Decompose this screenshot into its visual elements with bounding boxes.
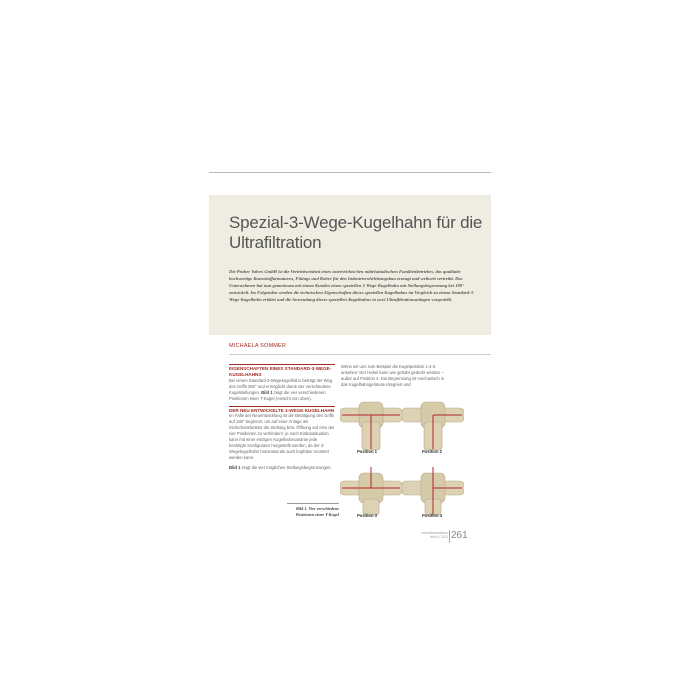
- section-text-1: [229, 378, 335, 402]
- position-label-3: Position 3: [357, 513, 378, 518]
- article-abstract: Die Praher Valves GmbH ist die Vertriebseinheit eines österreichischen mittelständischen Familienbetriebes, das qualitativ hochwertige Kunststoffarmaturen, Fittings und Rohre für den Industrierohrleitungsbau erzeugt und weltweit vertreibt. Das Unternehmen hat nun gemeinsam mit einem Kunden einen speziellen 3-Wege-Kugelhahn mit Stellungsbegrenzung bei 180° entwickelt. Im Folgenden werden die technischen Eigenschaften dieses speziellen Kugelhahns im Vergleich zu einem Standard-3-Wege-Kugelhahn erklärt und die Anwendung dieses speziellen Kugelhahns in zwei Ultrafiltrationsanlagen vorgestellt.: [229, 269, 475, 303]
- journal-issue: Heft 4 / 2011: [429, 535, 448, 539]
- top-rule: [209, 172, 491, 173]
- journal-name: Industriearmaturen: [421, 531, 448, 535]
- section-heading-1: EIGENSCHAFTEN EINES STANDARD-3-WEGE-KUGELHAHNS: [229, 366, 332, 377]
- page-number: 261: [451, 530, 468, 541]
- section-text-2b: zeigt die vier möglichen Stellungsbegrenzungen.: [241, 465, 332, 471]
- valve-position-4: [402, 463, 464, 518]
- valve-position-2: [402, 396, 464, 451]
- section-text-2-cont: [229, 465, 335, 471]
- figure-ref-2: Bild 1: [229, 465, 241, 471]
- section-text-2a: Im Falle der Neuentwicklung ist die Betätigung des Griffs auf 180° begrenzt, um auf einer Anlage als Sicherheitsfunktor die Stellung bzw. Öffnung auf eine der vier Positionen zu verhindern: je nach Einbausituation kann mit einer einzigen Kugelhahnvariante jede benötigte Konfigurator hergestellt werden, da der 3-Wegekugelhahn horizontal als auch kopfüber montiert werden kann.: [229, 413, 335, 461]
- author-rule: [229, 354, 491, 355]
- section-heading-2: DER NEU ENTWICKELTE 3-WEGE-KUGELHAHN: [229, 407, 335, 413]
- journal-footer: [418, 531, 448, 539]
- author-name: MICHAELA SOMMER: [229, 343, 287, 349]
- valve-position-1: [340, 396, 402, 451]
- page-number-rule: [449, 530, 450, 543]
- body-column-1: [229, 364, 335, 475]
- figure-ref-1: Bild 1: [261, 389, 273, 395]
- article-title: Spezial-3-Wege-Kugelhahn für die Ultrafiltration: [229, 213, 483, 252]
- body-column-2: Wenn wir uns zum Beispiel die Kugelposition 1-2-3 ansehen: Der Hebel kann wie gehabt gedreht werden – außer auf Position 4. Die Begrenzung ist mechanisch in das Kugelhahngehäuse integriert und: [341, 364, 445, 387]
- valve-position-3: [340, 463, 402, 518]
- section-text-2: [229, 413, 335, 461]
- figure-caption-text: Bild 1. Vier verschiedene Positionen einer T-Kugel: [295, 505, 339, 517]
- position-label-2: Position 2: [422, 449, 443, 454]
- section-rule: [229, 364, 335, 365]
- section-text-1a: Bei einem Standard-3-Wegekugelhahn beträgt der Weg des Griffs 360° und ermöglicht damit vier verschiedene Kugelstellungen.: [229, 377, 333, 395]
- section-rule: [229, 406, 335, 407]
- caption-rule: [287, 503, 339, 504]
- position-label-1: Position 1: [357, 449, 378, 454]
- position-label-4: Position 4: [422, 513, 443, 518]
- figure-caption: [287, 503, 339, 518]
- section-text-1b: zeigt die vier verschiedenen Positionen einer T-Kugel (Ansicht von oben).: [229, 389, 326, 401]
